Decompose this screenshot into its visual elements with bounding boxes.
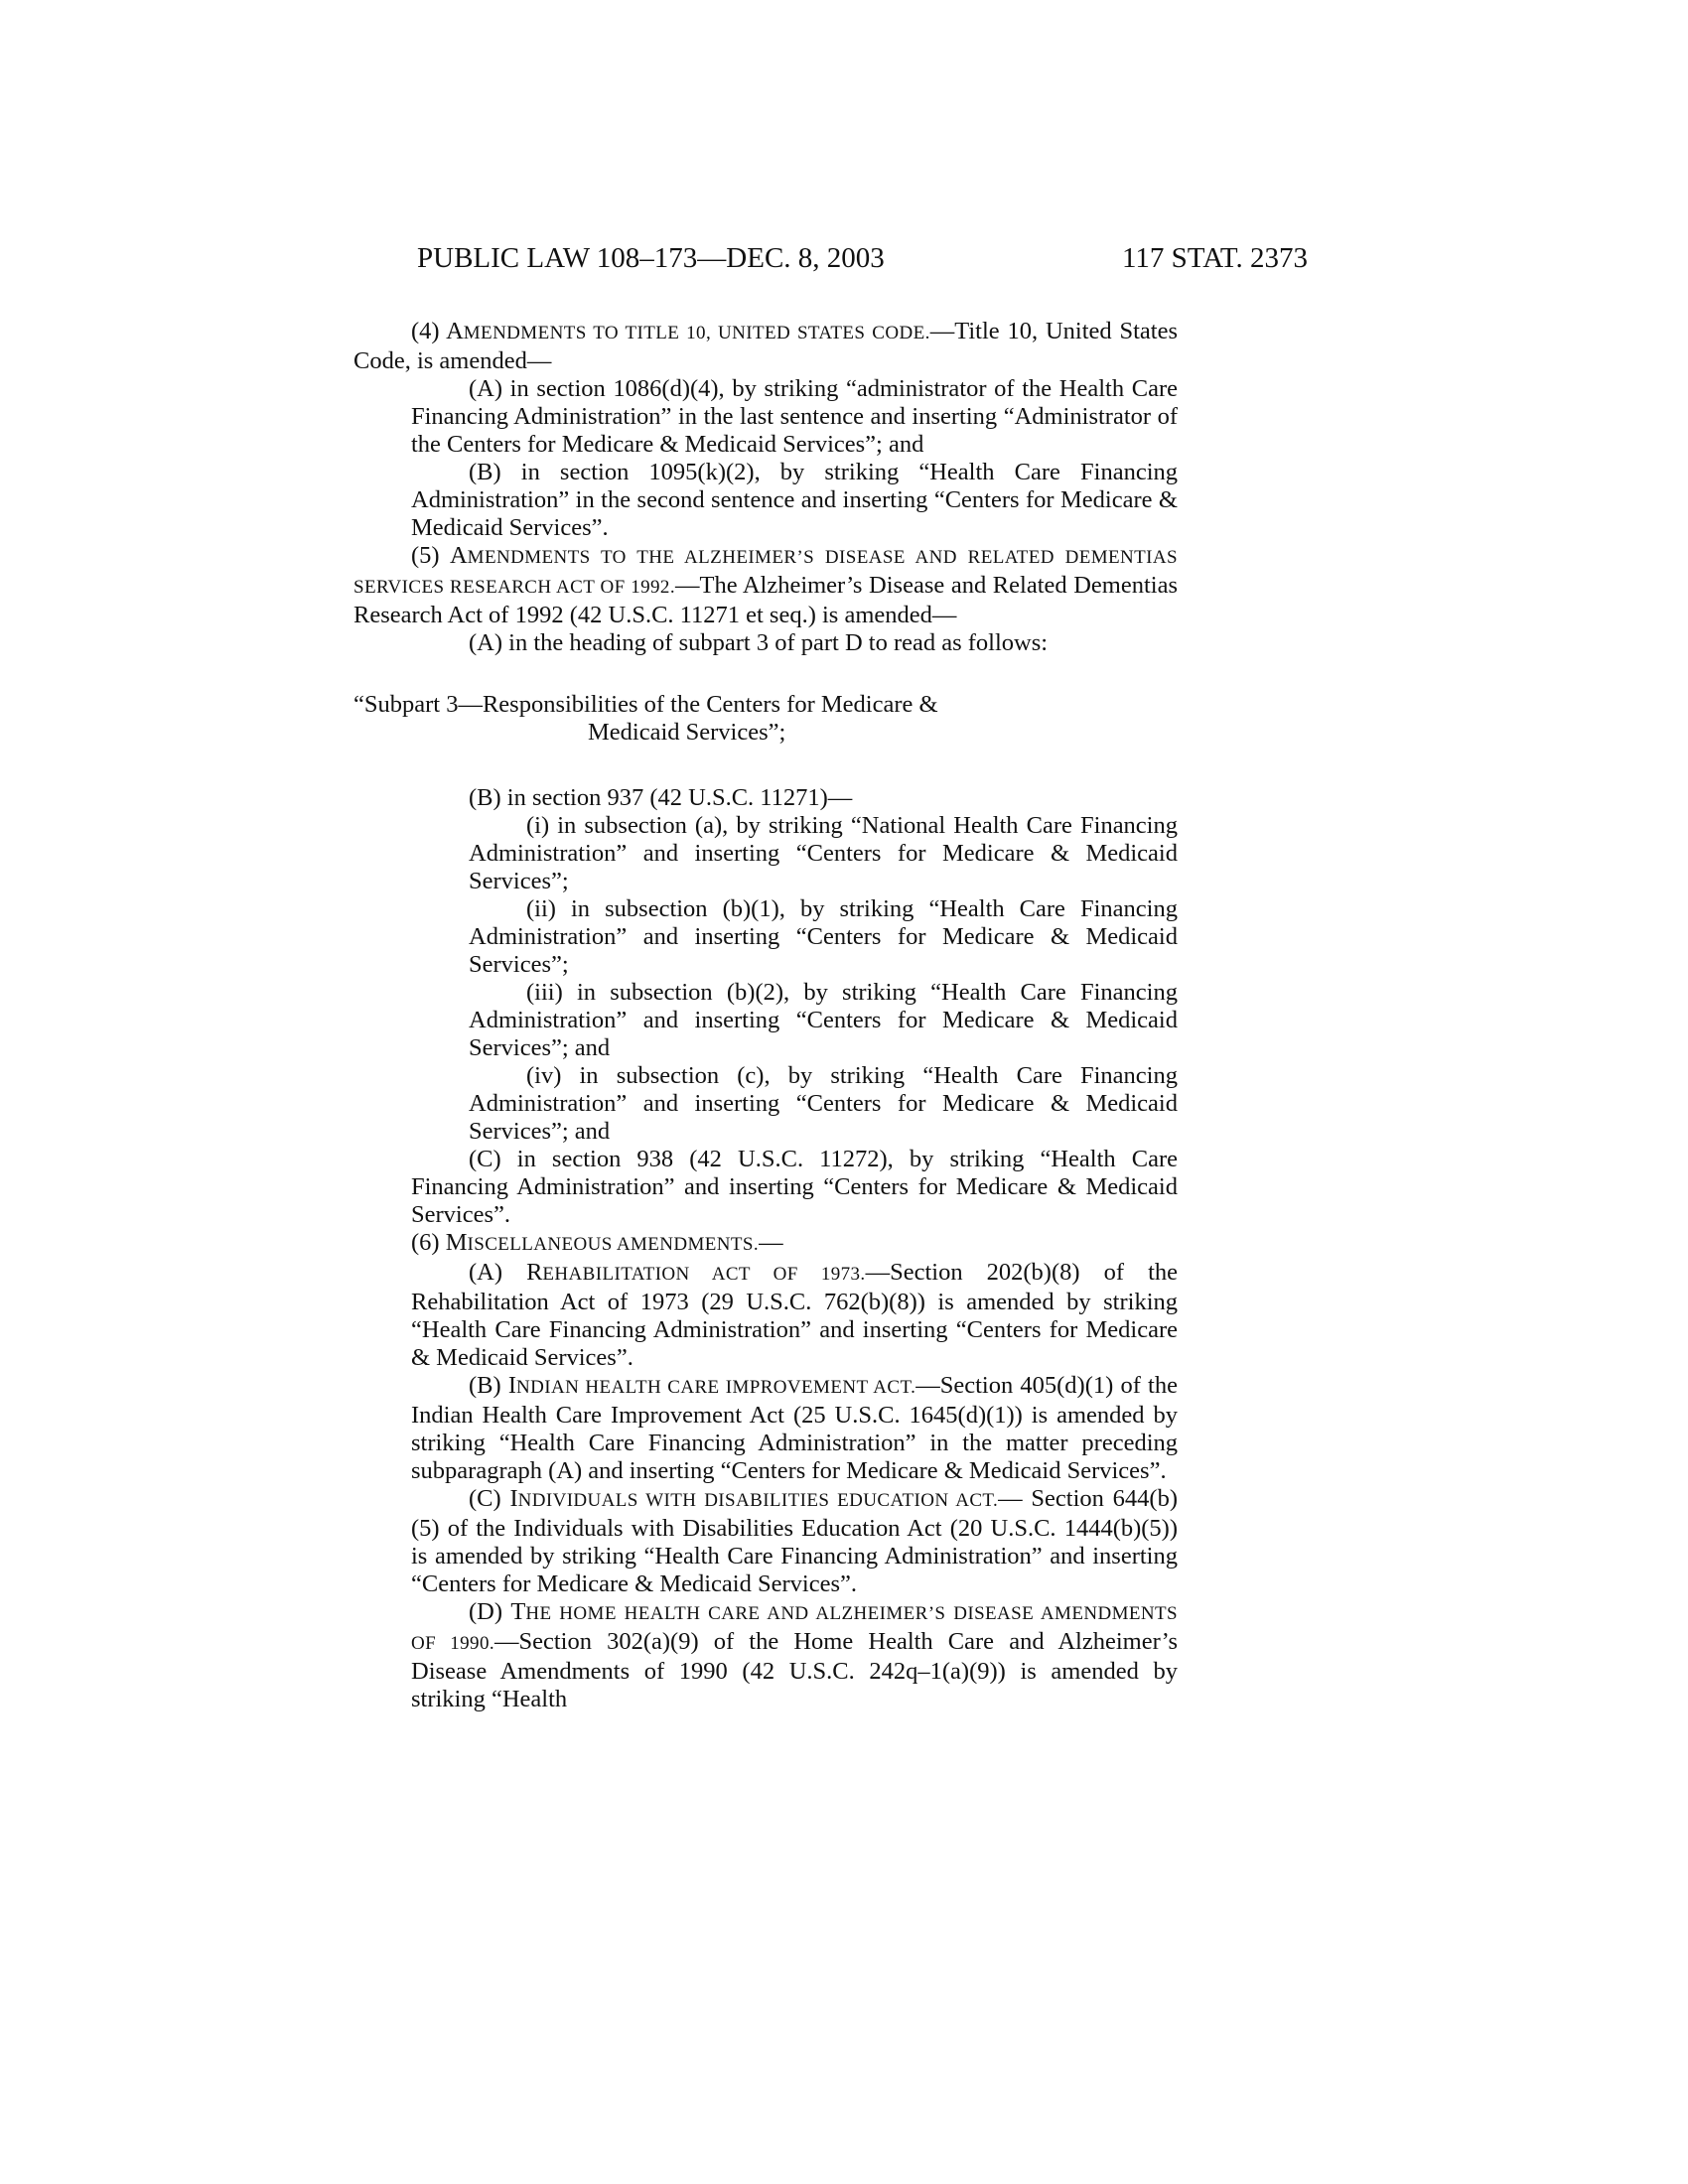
clause-5b-i: (i) in subsection (a), by striking “National Health Care Financing Administration” and inserting “Centers for Medicare & Medicaid Services”; (469, 812, 1178, 894)
paragraph-heading: NDIVIDUALS WITH DISABILITIES EDUCATION ACT. (517, 1490, 999, 1511)
heading-initial: R (526, 1259, 543, 1286)
subpart-heading-line2: Medicaid Services”; (588, 719, 786, 746)
paragraph-heading: HE HOME HEALTH CARE AND ALZHEIMER’S DISEASE AMENDMENTS OF 1990. (411, 1603, 1178, 1654)
paragraph-text: —Section 202(b)(8) of the Rehabilitation Act of 1973 (29 U.S.C. 762(b)(8)) is amended by striking “Health Care Financing Administration” and inserting “Centers for Medicare & Medicaid Services”. (411, 1259, 1178, 1371)
header-title: PUBLIC LAW 108–173—DEC. 8, 2003 (417, 242, 885, 274)
clause-5b-ii: (ii) in subsection (b)(1), by striking “Health Care Financing Administration” and inserting “Centers for Medicare & Medicaid Services”; (469, 895, 1178, 978)
subparagraph-4a: (A) in section 1086(d)(4), by striking “administrator of the Health Care Financing Administration” in the last sentence and inserting “Administrator of the Centers for Medicare & Medicaid Services”; and (411, 375, 1178, 458)
subparagraph-5c: (C) in section 938 (42 U.S.C. 11272), by striking “Health Care Financing Administration” and inserting “Centers for Medicare & Medicaid Services”. (411, 1146, 1178, 1228)
subparagraph-6c (353, 1485, 1178, 1598)
paragraph-text: —Section 405(d)(1) of the Indian Health Care Improvement Act (25 U.S.C. 1645(d)(1)) is amended by striking “Health Care Financing Administration” in the matter preceding subparagraph (A) and inserting “Centers for Medicare & Medicaid Services”. (411, 1372, 1178, 1484)
paragraph-text: — Section 644(b)(5) of the Individuals with Disabilities Education Act (20 U.S.C. 1444(b)(5)) is amended by striking “Health Care Financing Administration” and inserting “Centers for Medicare & Medicaid Services”. (411, 1485, 1178, 1597)
subparagraph-5a: (A) in the heading of subpart 3 of part D to read as follows: (469, 629, 1049, 656)
subparagraph-6a (353, 1259, 1178, 1372)
para-number: (B) (469, 1372, 508, 1399)
subparagraph-6d (353, 1598, 1178, 1713)
clause-5b-iv: (iv) in subsection (c), by striking “Health Care Financing Administration” and inserting “Centers for Medicare & Medicaid Services”; and (469, 1062, 1178, 1145)
paragraph-heading: MENDMENTS TO THE ALZHEIMER’S DISEASE AND RELATED DEMENTIAS SERVICES RESEARCH ACT OF 1992. (353, 547, 1178, 598)
running-header (0, 242, 1688, 282)
paragraph-heading: EHABILITATION ACT OF 1973. (542, 1264, 866, 1285)
paragraph-text: —The Alzheimer’s Disease and Related Dementias Research Act of 1992 (42 U.S.C. 11271 et seq.) is amended— (353, 572, 1178, 628)
heading-initial: M (445, 1229, 468, 1256)
clause-5b-iii: (iii) in subsection (b)(2), by striking “Health Care Financing Administration” and inserting “Centers for Medicare & Medicaid Services”; and (469, 979, 1178, 1061)
para-number: (4) (411, 318, 447, 344)
document-body (353, 318, 1178, 1713)
paragraph-dash: — (759, 1229, 783, 1256)
heading-initial: T (510, 1598, 526, 1625)
para-number: (D) (469, 1598, 511, 1625)
heading-initial: A (446, 318, 464, 344)
heading-initial: A (449, 542, 468, 569)
paragraph-5 (353, 542, 1178, 629)
paragraph-4 (353, 318, 1178, 375)
paragraph-text: —Title 10, United States Code, is amended— (353, 318, 1178, 374)
paragraph-heading: MENDMENTS TO TITLE 10, UNITED STATES CODE. (463, 323, 930, 343)
subparagraph-5b: (B) in section 937 (42 U.S.C. 11271)— (469, 784, 853, 811)
subpart-heading-line1: “Subpart 3—Responsibilities of the Centers for Medicare & (353, 691, 938, 718)
subpart-heading (353, 691, 1178, 747)
subparagraph-4b: (B) in section 1095(k)(2), by striking “Health Care Financing Administration” in the second sentence and inserting “Centers for Medicare & Medicaid Services”. (411, 459, 1178, 541)
para-number: (C) (469, 1485, 510, 1512)
para-number: (A) (469, 1259, 527, 1286)
heading-initial: I (509, 1485, 518, 1512)
header-page-number: 117 STAT. 2373 (1122, 242, 1308, 274)
subparagraph-6b (353, 1372, 1178, 1485)
paragraph-heading: NDIAN HEALTH CARE IMPROVEMENT ACT. (516, 1377, 916, 1398)
para-number: (6) (411, 1229, 446, 1256)
para-number: (5) (411, 542, 450, 569)
paragraph-heading: ISCELLANEOUS AMENDMENTS. (467, 1234, 760, 1255)
heading-initial: I (507, 1372, 517, 1399)
paragraph-6 (353, 1229, 1178, 1259)
paragraph-text: —Section 302(a)(9) of the Home Health Care and Alzheimer’s Disease Amendments of 1990 (42 U.S.C. 242q–1(a)(9)) is amended by striking “Health (411, 1628, 1178, 1712)
